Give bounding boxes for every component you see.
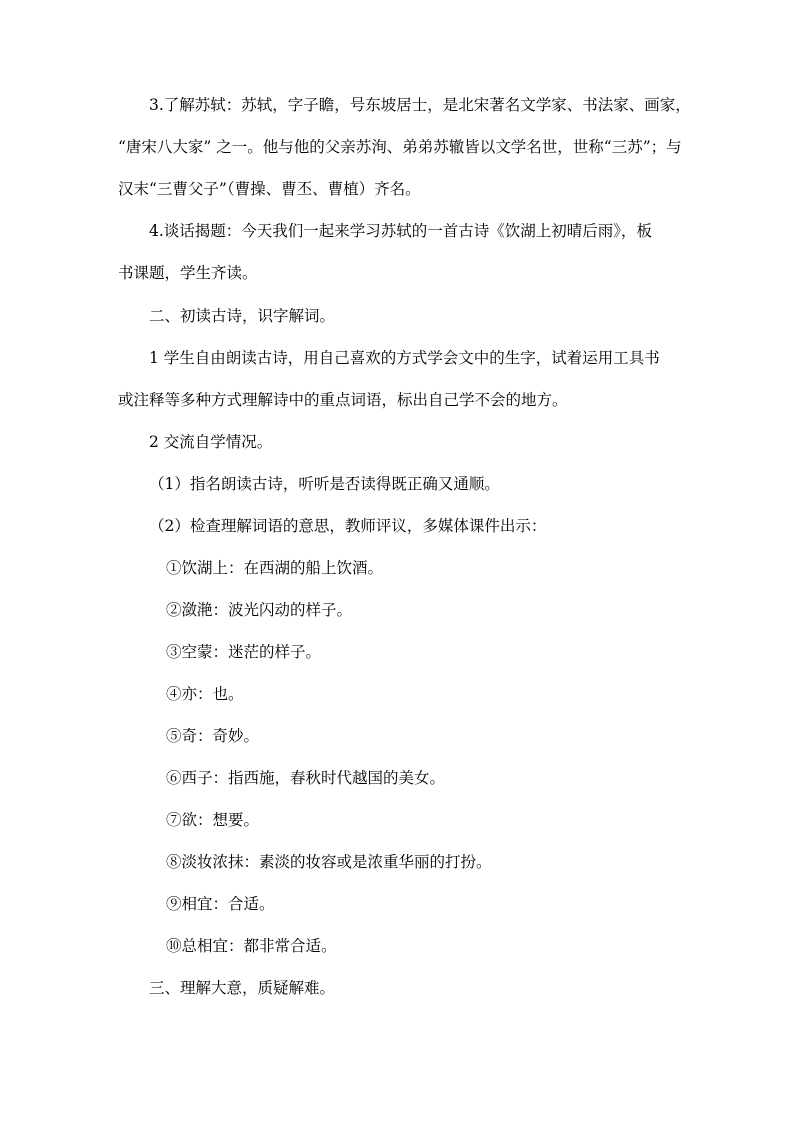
paragraph-line: “唐宋八大家” 之一。他与他的父亲苏洵、弟弟苏辙皆以文学名世，世称“三苏”；与	[118, 138, 682, 156]
paragraph-line: 书课题，学生齐读。	[118, 264, 258, 282]
paragraph-line: 4.谈话揭题：今天我们一起来学习苏轼的一首古诗《饮湖上初晴后雨》，板	[149, 222, 653, 240]
paragraph-line: 2 交流自学情况。	[149, 433, 273, 451]
paragraph-line: 3.了解苏轼：苏轼，字子瞻，号东坡居士，是北宋著名文学家、书法家、画家，	[149, 96, 691, 114]
vocab-item: ④亦：也。	[166, 685, 244, 703]
paragraph-line: （1）指名朗读古诗，听听是否读得既正确又通顺。	[149, 475, 500, 493]
vocab-item: ⑦欲：想要。	[166, 811, 260, 829]
section-heading: 三、理解大意，质疑解难。	[149, 979, 336, 997]
paragraph-line: （2）检查理解词语的意思，教师评议，多媒体课件出示：	[149, 517, 547, 535]
vocab-item: ⑥西子：指西施，春秋时代越国的美女。	[166, 769, 446, 787]
section-heading: 二、初读古诗，识字解词。	[149, 307, 336, 325]
vocab-item: ⑨相宜：合适。	[166, 895, 275, 913]
vocab-item: ⑧淡妆浓抹：素淡的妆容或是浓重华丽的打扮。	[166, 853, 492, 871]
vocab-item: ⑤奇：奇妙。	[166, 727, 260, 745]
paragraph-line: 1 学生自由朗读古诗，用自己喜欢的方式学会文中的生字，试着运用工具书	[149, 349, 660, 367]
paragraph-line: 或注释等多种方式理解诗中的重点词语，标出自己学不会的地方。	[118, 391, 568, 409]
vocab-item: ②潋滟：波光闪动的样子。	[166, 601, 353, 619]
paragraph-line: 汉末“三曹父子”（曹操、曹丕、曹植）齐名。	[118, 180, 421, 198]
vocab-item: ⑩总相宜：都非常合适。	[166, 937, 337, 955]
vocab-item: ①饮湖上：在西湖的船上饮酒。	[166, 559, 384, 577]
vocab-item: ③空蒙：迷茫的样子。	[166, 643, 322, 661]
